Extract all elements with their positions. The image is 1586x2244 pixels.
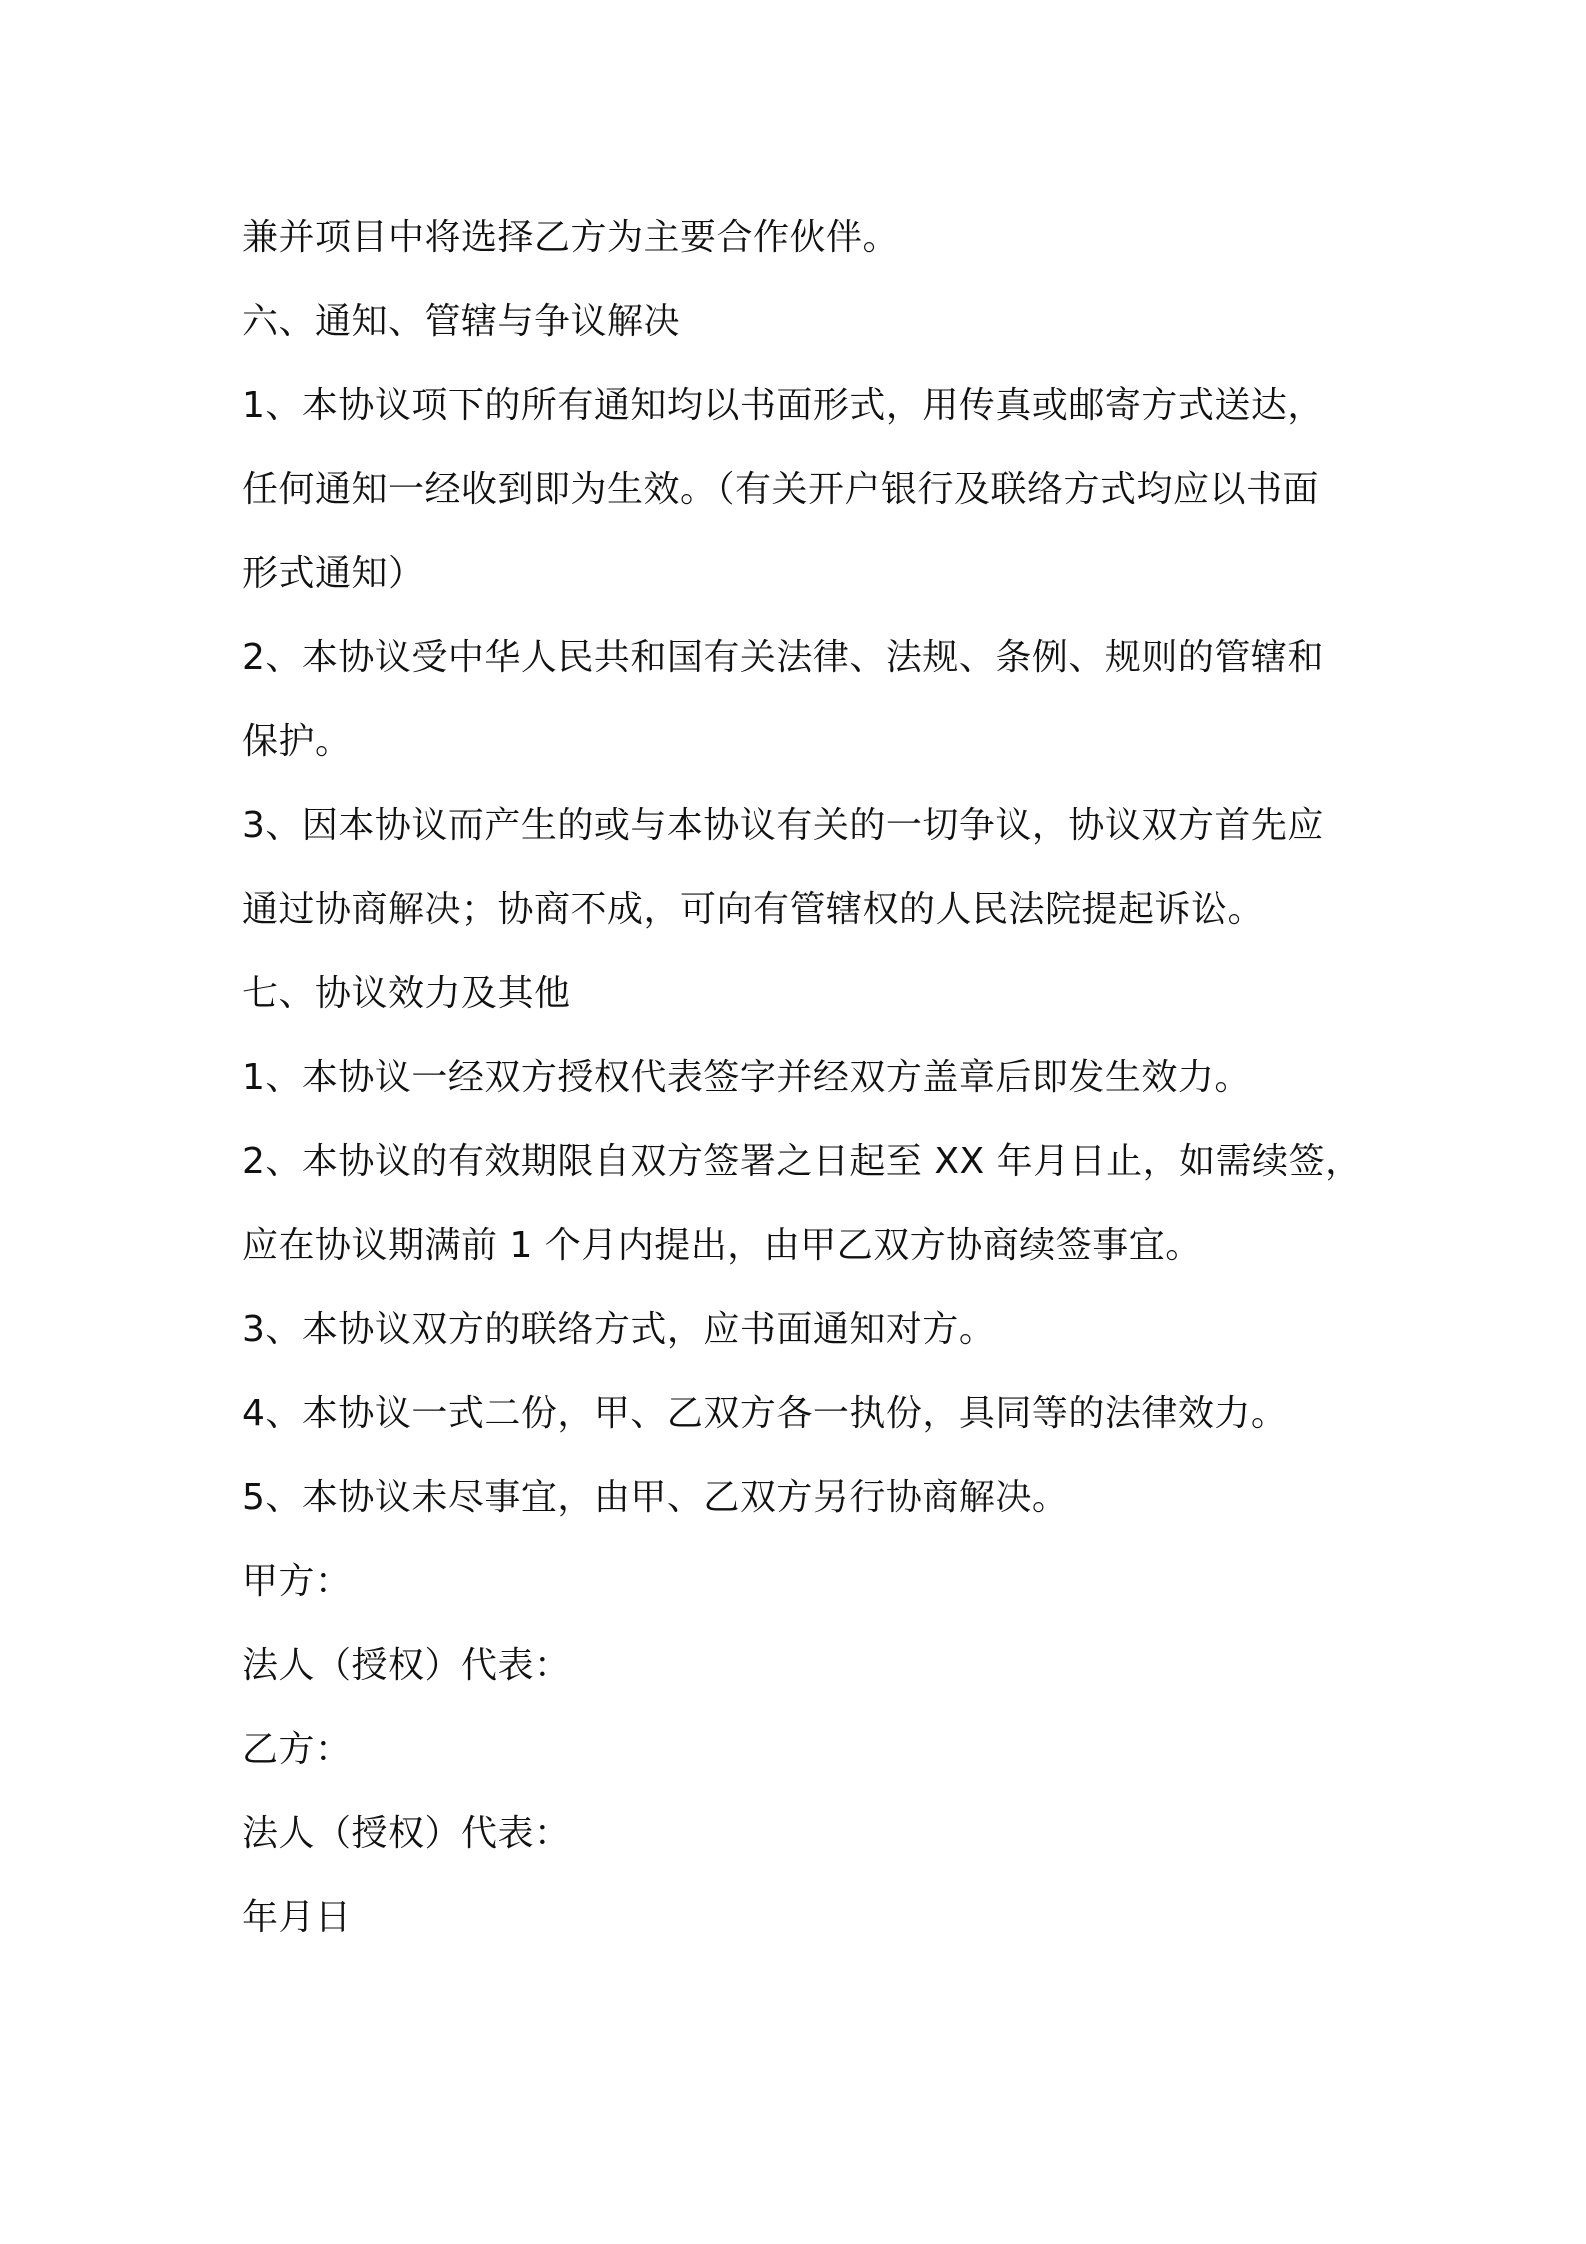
party-a-representative-label: 法人（授权）代表： [242, 1645, 571, 1686]
paragraph-line: 3、本协议双方的联络方式，应书面通知对方。 [242, 1309, 996, 1350]
paragraph-line: 4、本协议一式二份，甲、乙双方各一执份，具同等的法律效力。 [242, 1393, 1288, 1434]
paragraph-line: 保护。 [242, 721, 352, 762]
section-heading-notice-jurisdiction: 六、通知、管辖与争议解决 [242, 301, 681, 342]
paragraph-line: 3、因本协议而产生的或与本协议有关的一切争议，协议双方首先应 [242, 805, 1324, 846]
party-a-label: 甲方： [242, 1561, 352, 1602]
paragraph-line: 通过协商解决；协商不成，可向有管辖权的人民法院提起诉讼。 [242, 889, 1265, 930]
party-b-label: 乙方： [242, 1729, 352, 1770]
paragraph-line: 1、本协议项下的所有通知均以书面形式，用传真或邮寄方式送达， [242, 385, 1324, 426]
paragraph-line: 应在协议期满前 1 个月内提出，由甲乙双方协商续签事宜。 [242, 1225, 1202, 1266]
paragraph-line: 1、本协议一经双方授权代表签字并经双方盖章后即发生效力。 [242, 1057, 1251, 1098]
paragraph-line: 2、本协议的有效期限自双方签署之日起至 XX 年月日止，如需续签， [242, 1141, 1362, 1182]
section-heading-validity-other: 七、协议效力及其他 [242, 973, 571, 1014]
paragraph-line: 5、本协议未尽事宜，由甲、乙双方另行协商解决。 [242, 1477, 1069, 1518]
document-body [242, 196, 1362, 1960]
date-label: 年月日 [242, 1897, 352, 1938]
paragraph-line: 2、本协议受中华人民共和国有关法律、法规、条例、规则的管辖和 [242, 637, 1324, 678]
paragraph-line: 任何通知一经收到即为生效。（有关开户银行及联络方式均应以书面 [242, 469, 1320, 510]
party-b-representative-label: 法人（授权）代表： [242, 1813, 571, 1854]
paragraph-line: 形式通知） [242, 553, 425, 594]
paragraph-line: 兼并项目中将选择乙方为主要合作伙伴。 [242, 217, 900, 258]
